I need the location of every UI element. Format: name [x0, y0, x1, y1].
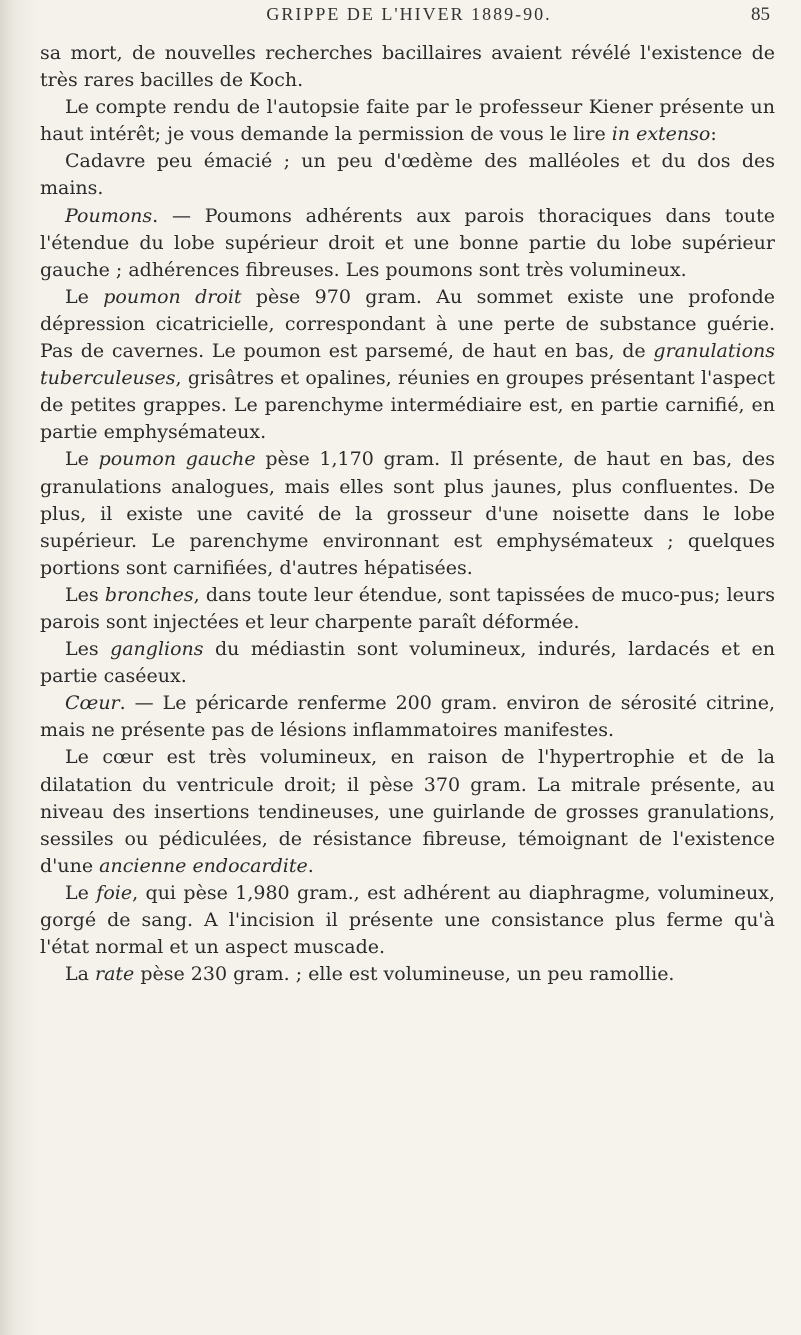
text-run: Les [65, 583, 105, 606]
paragraph [40, 744, 775, 879]
text-run: . — Poumons adhérents aux parois thoraciques dans toute l'étendue du lobe supérieur droit et une bonne partie du lobe supérieur gauche ; adhérences fibreuses. Les poumons sont très volumineux. [40, 204, 775, 281]
italic-term: poumon droit [103, 285, 242, 308]
text-run: , grisâtres et opalines, réunies en groupes présentant l'aspect de petites grappes. Le parenchyme intermédiaire est, en partie carnifié, en partie emphysémateux. [40, 367, 775, 444]
running-head: GRIPPE DE L'HIVER 1889-90. [266, 4, 552, 24]
text-run: pèse 230 gram. ; elle est volumineuse, un peu ramollie. [134, 963, 675, 986]
text-run: pèse 1,170 gram. Il présente, de haut en bas, des granulations analogues, mais elles sont plus jaunes, plus confluentes. De plus, il existe une cavité de la grosseur d'une noisette dans le lobe supérieur. Le parenchyme environnant est emphysémateux ; quelques portions sont carnifiées, d'autres hépatisées. [40, 448, 775, 579]
text-run: . [307, 854, 314, 877]
paragraph [40, 94, 775, 148]
text-run: Le [65, 448, 99, 471]
text-run: Les [65, 638, 111, 661]
text-run: sa mort, de nouvelles recherches bacillaires avaient révélé l'existence de très rares bacilles de Koch. [40, 42, 775, 92]
text-run: . — Le péricarde renferme 200 gram. environ de sérosité citrine, mais ne présente pas de lésions inflammatoires manifestes. [40, 692, 775, 742]
italic-term: rate [94, 963, 135, 986]
italic-term: ganglions [110, 638, 204, 661]
paragraph [40, 880, 775, 961]
paragraph [40, 636, 775, 690]
paragraph [40, 284, 775, 447]
text-run: pèse 970 gram. Au sommet existe une profonde dépression cicatricielle, correspondant à une perte de substance guérie. Pas de cavernes. Le poumon est parsemé, de haut en bas, de [40, 285, 775, 363]
paragraph [40, 148, 775, 202]
text-run: , qui pèse 1,980 gram., est adhérent au diaphragme, volumineux, gorgé de sang. A l'incision il présente une consistance plus ferme qu'à l'état normal et un aspect muscade. [40, 881, 776, 959]
paragraph [40, 961, 775, 988]
italic-term: foie [96, 881, 133, 904]
italic-term: poumon gauche [98, 448, 256, 471]
text-run: Le [65, 881, 97, 904]
text-run: , dans toute leur étendue, sont tapissées de muco-pus; leurs parois sont injectées et leur charpente paraît déformée. [40, 583, 775, 633]
italic-term: granulations tuberculeuses [40, 340, 775, 390]
body-text [40, 40, 775, 988]
page-number: 85 [751, 4, 770, 25]
text-run: Le compte rendu de l'autopsie faite par le professeur Kiener présente un haut intérêt; je vous demande la permission de vous le lire [40, 96, 775, 146]
text-run: Le cœur est très volumineux, en raison de l'hypertrophie et de la dilatation du ventricule droit; il pèse 370 gram. La mitrale présente, au niveau des insertions tendineuses, une guirlande de grosses granulations, sessiles ou pédiculées, de résistance fibreuse, témoignant de l'existence d'une [40, 746, 775, 877]
text-run: Cadavre peu émacié ; un peu d'œdème des malléoles et du dos des mains. [40, 150, 775, 200]
italic-term: Cœur [65, 692, 120, 715]
page-header [38, 4, 780, 30]
paragraph [40, 582, 775, 636]
italic-term: Poumons [65, 204, 153, 227]
text-run: Le [65, 285, 104, 308]
text-run: La [65, 963, 95, 986]
text-run: : [710, 123, 717, 146]
italic-term: ancienne endocardite [99, 854, 308, 877]
paragraph [40, 690, 775, 744]
text-run: du médiastin sont volumineux, indurés, lardacés et en partie caséeux. [40, 638, 775, 688]
paragraph [40, 446, 775, 581]
italic-term: in extenso [611, 123, 711, 146]
paragraph [40, 40, 775, 94]
paragraph [40, 203, 775, 284]
italic-term: bronches [104, 583, 194, 606]
